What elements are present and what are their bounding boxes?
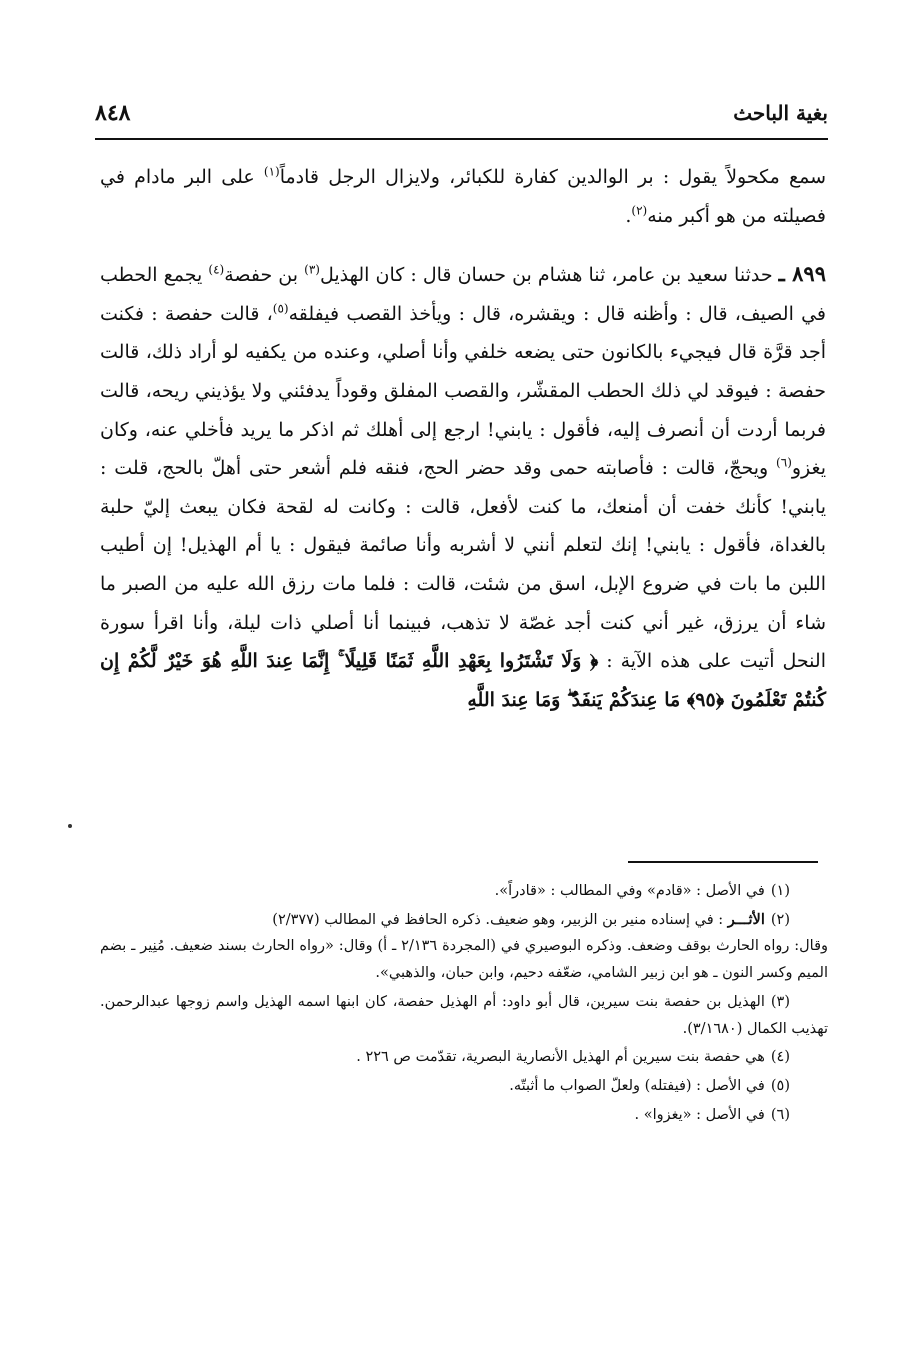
book-title: بغية الباحث (733, 101, 828, 125)
footnotes (100, 878, 828, 1130)
p2-text-d: ، قالت حفصة : فكنت أجد قرَّة قال فيجيء بالكانون حتى يضعه خلفي وأنا أصلي، وعنده من يكفيه لو أراد ذلك، قالت حفصة : فيوقد لي ذلك الحطب المقشّر، والقصب المفلق وقوداً يدفئني ولا يؤذيني ريحه، قالت فربما أردت أن أنصرف إليه، فأقول : يابني! ارجع إلى أهلك ثم اذكر ما يريد فأخلي عنه، وكان يغزو (100, 302, 826, 480)
footnote-text: : في إسناده منير بن الزبير، وهو ضعيف. ذكره الحافظ في المطالب (٢/٣٧٧) (272, 911, 728, 928)
footnote-3 (100, 989, 828, 1042)
p1-text-a: سمع مكحولاً يقول : بر الوالدين كفارة للكبائر، ولايزال الرجل قادماً (279, 166, 826, 188)
footnote-ref-6: (٦) (776, 455, 792, 470)
footnote-ref-4: (٤) (208, 262, 225, 277)
paragraph-hadith-899 (100, 255, 826, 719)
footnote-5 (100, 1073, 828, 1100)
p1-text-b: على البر مادام في فصيلته من هو أكبر منه (100, 166, 826, 227)
footnote-bold-term: الأثـــر (727, 910, 765, 928)
margin-mark (68, 824, 72, 828)
paragraph-1 (100, 158, 826, 235)
p1-end: . (625, 204, 632, 227)
footnote-text: هي حفصة بنت سيرين أم الهذيل الأنصارية البصرية، تقدّمت ص ٢٢٦ . (356, 1049, 765, 1066)
footnote-indent (790, 994, 828, 1010)
p2-text-a: حدثنا سعيد بن عامر، ثنا هشام بن حسان قال : كان الهذيل (319, 264, 779, 287)
running-header (95, 96, 828, 130)
footnote-1 (100, 878, 828, 905)
footnote-4 (100, 1044, 828, 1071)
footnote-6 (100, 1102, 828, 1129)
main-text (100, 158, 826, 719)
footnote-continuation: وقال: رواه الحارث بوقف وضعف. وذكره البوصيري في (المجردة ٢/١٣٦ ـ أ) وقال: «رواه الحارث بسند ضعيف. مُنِير ـ بضم الميم وكسر النون ـ هو ابن زبير الشامي، ضعّفه دحيم، وابن حبان، والذهبي». (100, 938, 829, 982)
footnote-indent (790, 912, 828, 928)
footnote-label: (٦) (770, 1106, 790, 1123)
footnote-2 (100, 907, 828, 987)
footnote-label: (١) (770, 883, 790, 899)
footnote-ref-5: (٥) (272, 301, 289, 316)
footnote-label: (٢) (770, 911, 790, 928)
page-number: ٨٤٨ (95, 100, 131, 126)
hadith-number: ٨٩٩ ـ (778, 261, 826, 287)
quran-verse: ﴿ وَلَا تَشْتَرُوا بِعَهْدِ اللَّهِ ثَمَنًا قَلِيلًا ۚ إِنَّمَا عِندَ اللَّهِ هُوَ خَيْرٌ لَّكُمْ إِن كُنتُمْ تَعْلَمُونَ ﴿٩٥﴾ مَا عِندَكُمْ يَنفَدُ ۖ وَمَا عِندَ اللَّهِ (100, 650, 826, 711)
footnote-label: (٣) (770, 993, 790, 1010)
footnote-text: في الأصل : «يغزوا» . (634, 1106, 765, 1123)
header-rule (95, 138, 828, 140)
footnote-label: (٤) (770, 1049, 790, 1066)
footnote-ref-1: (١) (263, 164, 280, 179)
footnote-text: الهذيل بن حفصة بنت سيرين، قال أبو داود: أم الهذيل حفصة، كان ابنها اسمه الهذيل واسم زوجها عبدالرحمن. تهذيب الكمال (٣/١٦٨٠). (100, 993, 828, 1037)
footnote-text: في الأصل : (فيفتله) ولعلّ الصواب ما أثبتّه. (509, 1077, 765, 1094)
footnote-ref-3: (٣) (304, 262, 320, 277)
p2-text-e: ويحجّ، قالت : فأصابته حمى وقد حضر الحج، فنقه فلم أشعر حتى أهلّ بالحج، قلت : يابني! كأنك خفت أن أمنعك، ما كنت لأفعل، قالت : وكانت له لقحة فكان يبعث إليّ حلبة بالغداة، فأقول : يابني! إنك لتعلم أنني لا أشربه وأنا صائمة فيقول : يا أم الهذيل! إن أطيب اللبن ما بات في ضروع الإبل، اسق من شئت، قالت : فلما مات رزق الله عليه من الصبر ما شاء أن يرزق، غير أني كنت أجد غصّة لا تذهب، فبينما أنا أصلي ذات ليلة، وأنا اقرأ سورة النحل أتيت على هذه الآية : (100, 457, 826, 673)
p2-text-b: بن حفصة (224, 264, 305, 287)
footnote-label: (٥) (770, 1077, 790, 1094)
footnote-text: في الأصل : «قادم» وفي المطالب : «قادراً». (494, 883, 765, 899)
footnote-rule (628, 861, 818, 863)
p2-text-c: يجمع الحطب في الصيف، قال : وأظنه قال : ويقشره، قال : ويأخذ القصب فيفلقه (100, 264, 826, 325)
footnote-ref-2: (٢) (631, 203, 648, 218)
